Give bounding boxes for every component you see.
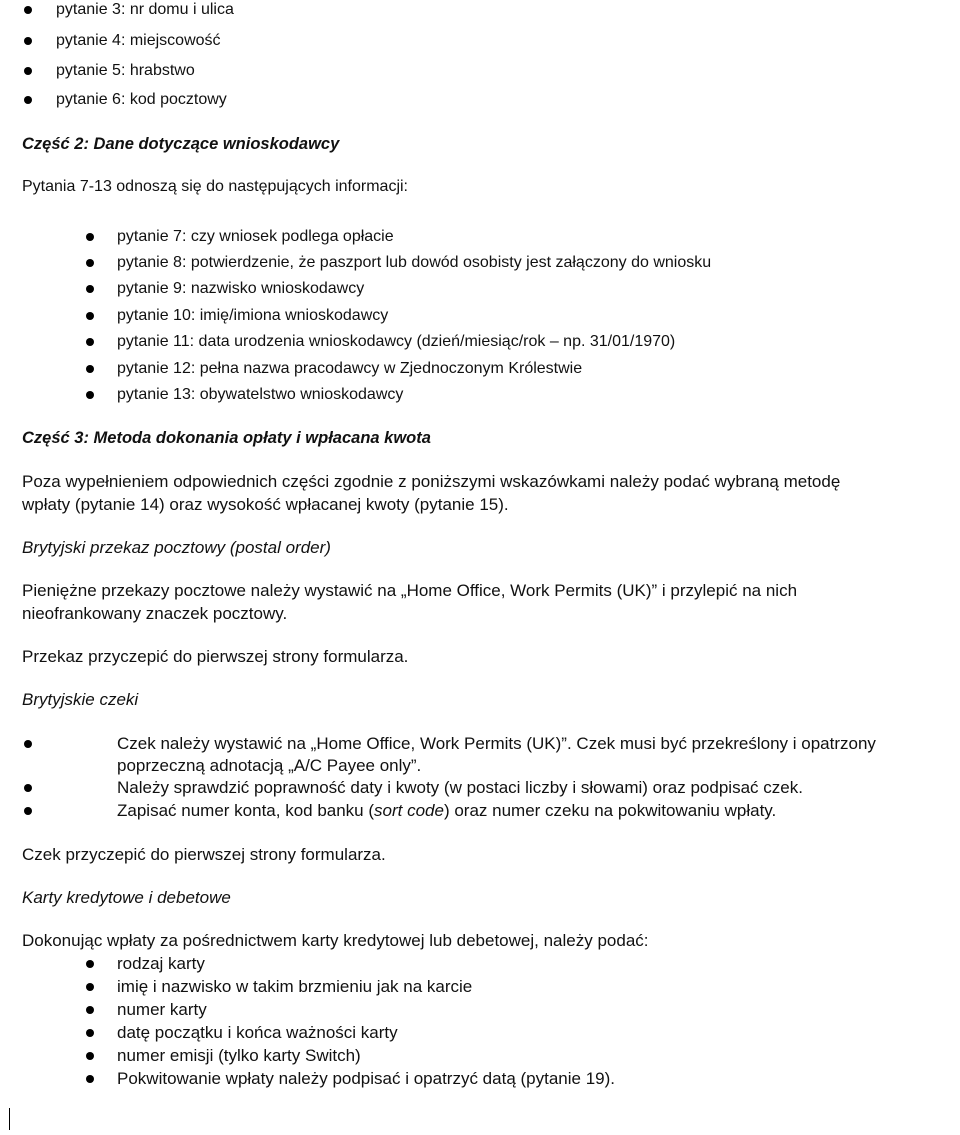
list-item: pytanie 10: imię/imiona wnioskodawcy: [117, 307, 389, 324]
section-3-paragraph-line-1: Poza wypełnieniem odpowiednich części zgodnie z poniższymi wskazówkami należy podać wybraną metodę: [22, 472, 841, 491]
bullet-icon: [24, 67, 32, 75]
cards-heading: Karty kredytowe i debetowe: [22, 888, 231, 907]
bullet-icon: [86, 391, 94, 399]
bullet-icon: [86, 1075, 94, 1083]
list-item: pytanie 7: czy wniosek podlega opłacie: [117, 228, 394, 245]
bullet-icon: [24, 96, 32, 104]
bullet-icon: [86, 233, 94, 241]
section-2-heading: Część 2: Dane dotyczące wnioskodawcy: [22, 135, 340, 153]
section-3-paragraph-line-2: wpłaty (pytanie 14) oraz wysokość wpłacanej kwoty (pytanie 15).: [22, 495, 509, 514]
list-item: pytanie 6: kod pocztowy: [56, 91, 227, 108]
bullet-icon: [86, 1006, 94, 1014]
bullet-icon: [86, 1029, 94, 1037]
list-item-text: Zapisać numer konta, kod banku (: [117, 801, 375, 820]
list-item: Należy sprawdzić poprawność daty i kwoty (w postaci liczby i słowami) oraz podpisać czek.: [117, 778, 803, 797]
postal-order-heading: Brytyjski przekaz pocztowy (postal order): [22, 538, 331, 557]
bullet-icon: [86, 365, 94, 373]
list-item: numer karty: [117, 1000, 207, 1019]
bullet-icon: [86, 259, 94, 267]
postal-order-attach-note: Przekaz przyczepić do pierwszej strony formularza.: [22, 647, 409, 666]
bullet-icon: [24, 6, 32, 14]
bullet-icon: [24, 807, 32, 815]
bullet-icon: [86, 285, 94, 293]
list-item: pytanie 5: hrabstwo: [56, 62, 195, 79]
list-item: imię i nazwisko w takim brzmieniu jak na karcie: [117, 977, 473, 996]
bullet-icon: [86, 312, 94, 320]
bullet-icon: [86, 338, 94, 346]
section-3-heading: Część 3: Metoda dokonania opłaty i wpłacana kwota: [22, 429, 431, 447]
list-item: datę początku i końca ważności karty: [117, 1023, 398, 1042]
cards-intro: Dokonując wpłaty za pośrednictwem karty kredytowej lub debetowej, należy podać:: [22, 931, 649, 950]
list-item: pytanie 3: nr domu i ulica: [56, 1, 234, 18]
list-item: pytanie 4: miejscowość: [56, 32, 221, 49]
list-item: pytanie 9: nazwisko wnioskodawcy: [117, 280, 365, 297]
list-item: pytanie 13: obywatelstwo wnioskodawcy: [117, 386, 404, 403]
postal-order-paragraph-line-2: nieofrankowany znaczek pocztowy.: [22, 604, 288, 623]
text-cursor-mark: [9, 1108, 10, 1130]
section-2-intro: Pytania 7-13 odnoszą się do następujących informacji:: [22, 178, 408, 195]
postal-order-paragraph-line-1: Pieniężne przekazy pocztowe należy wystawić na „Home Office, Work Permits (UK)” i przylepić na nich: [22, 581, 798, 600]
sort-code-term: sort code: [374, 801, 444, 820]
list-item: pytanie 8: potwierdzenie, że paszport lub dowód osobisty jest załączony do wniosku: [117, 254, 712, 271]
bullet-icon: [24, 37, 32, 45]
list-item: Pokwitowanie wpłaty należy podpisać i opatrzyć datą (pytanie 19).: [117, 1069, 615, 1088]
bullet-icon: [86, 1052, 94, 1060]
list-item: numer emisji (tylko karty Switch): [117, 1046, 361, 1065]
list-item: pytanie 12: pełna nazwa pracodawcy w Zjednoczonym Królestwie: [117, 360, 583, 377]
list-item: [117, 800, 776, 822]
bullet-icon: [24, 740, 32, 748]
list-item: pytanie 11: data urodzenia wnioskodawcy (dzień/miesiąc/rok – np. 31/01/1970): [117, 333, 676, 350]
list-item-continuation: poprzeczną adnotacją „A/C Payee only”.: [117, 756, 422, 775]
cheques-heading: Brytyjskie czeki: [22, 690, 139, 709]
bullet-icon: [86, 983, 94, 991]
cheques-attach-note: Czek przyczepić do pierwszej strony formularza.: [22, 845, 386, 864]
list-item: Czek należy wystawić na „Home Office, Work Permits (UK)”. Czek musi być przekreślony i opatrzony: [117, 734, 876, 753]
list-item: rodzaj karty: [117, 954, 205, 973]
bullet-icon: [24, 784, 32, 792]
list-item-text: ) oraz numer czeku na pokwitowaniu wpłaty.: [443, 801, 777, 820]
bullet-icon: [86, 960, 94, 968]
